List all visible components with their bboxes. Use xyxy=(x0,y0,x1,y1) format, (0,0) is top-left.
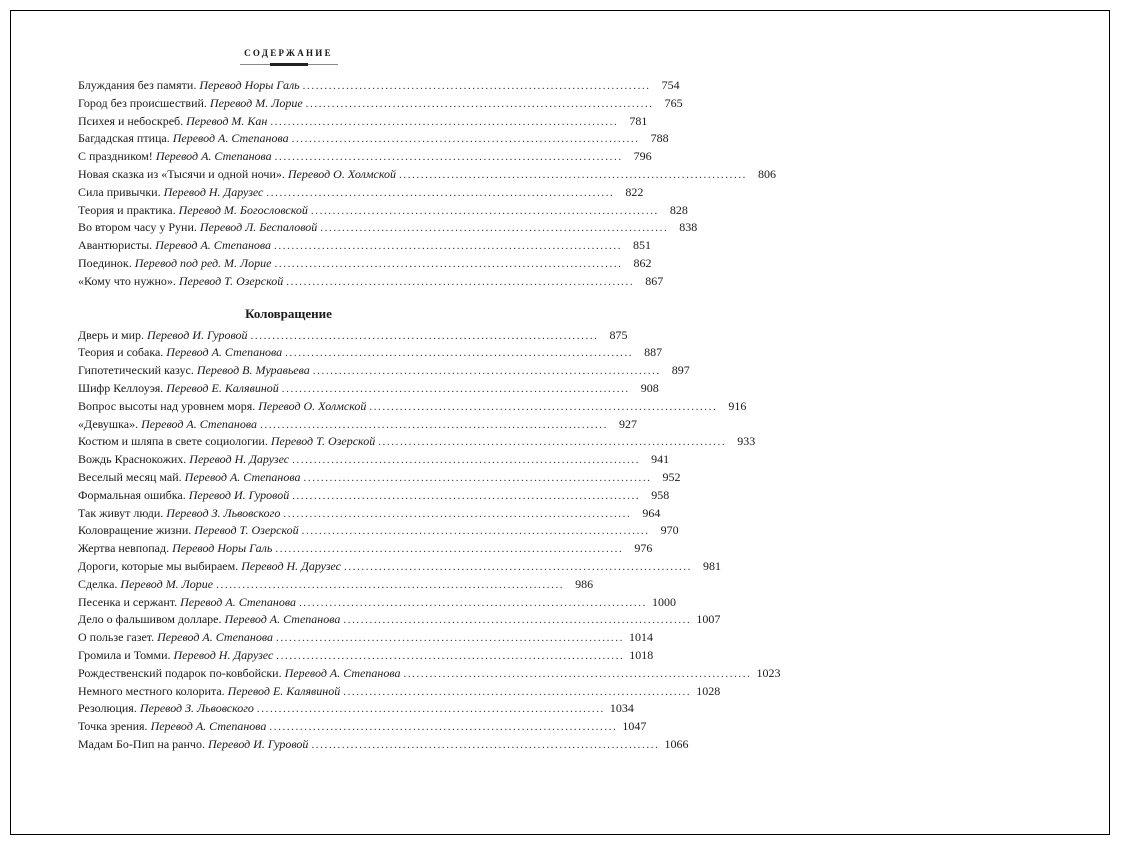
dot-leader: ................................................................................ xyxy=(312,365,661,378)
section-title: Коловращение xyxy=(245,305,332,321)
dot-leader: ................................................................................ xyxy=(260,418,608,431)
entry-translator: Перевод А. Степанова xyxy=(284,665,401,680)
dot-leader: ................................................................................ xyxy=(369,400,718,413)
entry-title: Песенка и сержант. xyxy=(78,594,178,609)
dot-leader: ................................................................................ xyxy=(270,115,619,128)
entry-title: Коловращение жизни. xyxy=(78,523,192,538)
entry-title: Сделка. xyxy=(78,576,118,591)
entry-title: Сила привычки. xyxy=(78,184,161,199)
entry-page-number: 941 xyxy=(651,452,670,467)
toc-entry xyxy=(78,576,594,594)
entry-title: Авантюристы. xyxy=(78,238,153,253)
entry-page-number: 875 xyxy=(609,327,628,342)
toc-entry xyxy=(78,398,747,416)
entry-title: Мадам Бо-Пип на ранчо. xyxy=(78,736,205,751)
toc-entry xyxy=(78,469,681,487)
entry-translator: Перевод М. Богословской xyxy=(178,202,308,217)
dot-leader: ................................................................................ xyxy=(343,614,692,627)
dot-leader: ................................................................................ xyxy=(291,133,640,146)
entry-page-number: 806 xyxy=(758,166,777,181)
toc-entry xyxy=(78,184,644,202)
dot-leader: ................................................................................ xyxy=(403,667,752,680)
dot-leader: ................................................................................ xyxy=(281,382,630,395)
dot-leader: ................................................................................ xyxy=(250,329,599,342)
entry-translator: Перевод Норы Галь xyxy=(199,78,300,92)
entry-translator: Перевод З. Львовского xyxy=(139,701,254,716)
toc-entry xyxy=(78,522,679,540)
page-header: СОДЕРЖАНИЕ xyxy=(244,48,333,58)
entry-title: Немного местного колорита. xyxy=(78,683,225,698)
toc-entry xyxy=(78,237,652,255)
dot-leader: ................................................................................ xyxy=(302,80,651,92)
entry-page-number: 970 xyxy=(660,523,679,538)
entry-translator: Перевод М. Лорие xyxy=(120,576,214,591)
entry-translator: Перевод О. Холмской xyxy=(258,398,367,413)
dot-leader: ................................................................................ xyxy=(266,186,615,199)
entry-translator: Перевод А. Степанова xyxy=(155,149,272,164)
entry-page-number: 1000 xyxy=(651,594,676,609)
entry-page-number: 1018 xyxy=(629,647,654,662)
entry-title: Во втором часу у Руни. xyxy=(78,220,197,235)
entry-translator: Перевод И. Гуровой xyxy=(188,487,290,502)
dot-leader: ................................................................................ xyxy=(283,507,632,520)
entry-translator: Перевод М. Лорие xyxy=(209,95,303,110)
entry-title: Веселый месяц май. xyxy=(78,469,182,484)
dot-leader: ................................................................................ xyxy=(292,454,641,467)
dot-leader: ................................................................................ xyxy=(275,543,624,556)
toc-entry xyxy=(78,647,654,665)
toc-entry xyxy=(78,611,721,629)
entry-page-number: 1066 xyxy=(664,736,689,751)
entry-page-number: 822 xyxy=(625,184,644,199)
toc-entry xyxy=(78,451,670,469)
toc-entry xyxy=(78,736,689,754)
entry-title: Теория и собака. xyxy=(78,345,164,360)
entry-page-number: 1014 xyxy=(628,630,653,645)
toc-entry xyxy=(78,130,669,148)
dot-leader: ................................................................................ xyxy=(310,204,659,217)
entry-page-number: 796 xyxy=(633,149,652,164)
entry-translator: Перевод Н. Дарузес xyxy=(241,558,342,573)
entry-page-number: 1047 xyxy=(622,719,647,734)
entry-title: Дороги, которые мы выбираем. xyxy=(78,558,239,573)
entry-page-number: 933 xyxy=(737,434,756,449)
toc-entry xyxy=(78,255,652,273)
entry-title: Костюм и шляпа в свете социологии. xyxy=(78,434,268,449)
toc-entry xyxy=(78,594,676,612)
toc-entry xyxy=(78,202,688,220)
toc-entry xyxy=(78,362,690,380)
header-ornament xyxy=(240,64,338,65)
dot-leader: ................................................................................ xyxy=(274,240,623,253)
entry-page-number: 952 xyxy=(662,469,681,484)
entry-translator: Перевод И. Гуровой xyxy=(147,327,248,342)
entry-title: О пользе газет. xyxy=(78,630,155,645)
dot-leader: ................................................................................ xyxy=(344,560,693,573)
entry-page-number: 867 xyxy=(645,273,664,288)
entry-translator: Перевод Т. Озерской xyxy=(270,434,376,449)
dot-leader: ................................................................................ xyxy=(292,489,641,502)
dot-leader: ................................................................................ xyxy=(399,168,748,181)
entry-translator: Перевод Т. Озерской xyxy=(178,273,284,288)
entry-title: Поединок. xyxy=(78,255,132,270)
entry-title: Формальная ошибка. xyxy=(78,487,186,502)
entry-page-number: 976 xyxy=(634,541,653,556)
entry-page-number: 788 xyxy=(650,131,669,146)
entry-page-number: 1023 xyxy=(756,665,781,680)
dot-leader: ................................................................................ xyxy=(285,347,634,360)
entry-page-number: 1007 xyxy=(696,612,721,627)
toc-entry xyxy=(78,113,648,131)
document-page xyxy=(10,10,1110,835)
entry-title: Жертва невпопад. xyxy=(78,541,170,556)
entry-title: Резолюция. xyxy=(78,701,137,716)
entry-page-number: 765 xyxy=(664,95,683,110)
entry-page-number: 1034 xyxy=(609,701,634,716)
entry-page-number: 927 xyxy=(619,416,637,431)
entry-translator: Перевод А. Степанова xyxy=(184,469,301,484)
dot-leader: ................................................................................ xyxy=(343,685,692,698)
entry-translator: Перевод А. Степанова xyxy=(155,238,272,253)
toc-entry xyxy=(78,344,663,362)
entry-translator: Перевод О. Холмской xyxy=(287,166,397,181)
toc-entry xyxy=(78,380,659,398)
dot-leader: ................................................................................ xyxy=(301,525,650,538)
toc-list-1 xyxy=(78,77,777,291)
entry-page-number: 851 xyxy=(633,238,652,253)
toc-entry xyxy=(78,327,628,345)
entry-translator: Перевод А. Степанова xyxy=(180,594,296,609)
entry-page-number: 981 xyxy=(703,558,722,573)
toc-entry xyxy=(78,558,722,576)
entry-title: Гипотетический казус. xyxy=(78,363,194,378)
dot-leader: ................................................................................ xyxy=(286,275,635,288)
toc-entry xyxy=(78,629,653,647)
entry-page-number: 862 xyxy=(633,255,652,270)
entry-page-number: 887 xyxy=(644,345,663,360)
toc-entry xyxy=(78,718,647,736)
toc-list-2 xyxy=(78,327,781,754)
entry-page-number: 781 xyxy=(629,113,648,128)
entry-translator: Перевод В. Муравьева xyxy=(196,363,310,378)
entry-translator: Перевод М. Кан xyxy=(186,113,268,128)
entry-title: Блуждания без памяти. xyxy=(78,78,197,92)
entry-page-number: 1028 xyxy=(696,683,721,698)
entry-translator: Перевод Норы Галь xyxy=(172,541,273,556)
toc-entry xyxy=(78,219,698,237)
dot-leader: ................................................................................ xyxy=(320,222,669,235)
entry-title: Так живут люди. xyxy=(78,505,164,520)
entry-page-number: 897 xyxy=(671,363,690,378)
entry-page-number: 964 xyxy=(642,505,661,520)
entry-title: Теория и практика. xyxy=(78,202,176,217)
toc-entry xyxy=(78,416,637,434)
entry-translator: Перевод А. Степанова xyxy=(150,719,267,734)
entry-translator: Перевод Н. Дарузес xyxy=(163,184,264,199)
entry-translator: Перевод И. Гуровой xyxy=(207,736,309,751)
entry-translator: Перевод Л. Беспаловой xyxy=(199,220,318,235)
entry-translator: Перевод Т. Озерской xyxy=(194,523,299,538)
entry-page-number: 908 xyxy=(640,380,659,395)
dot-leader: ................................................................................ xyxy=(216,578,565,591)
entry-title: Точка зрения. xyxy=(78,719,148,734)
entry-page-number: 958 xyxy=(651,487,670,502)
dot-leader: ................................................................................ xyxy=(274,151,623,164)
toc-entry xyxy=(78,665,781,683)
toc-entry xyxy=(78,166,777,184)
dot-leader: ................................................................................ xyxy=(276,649,625,662)
dot-leader: ................................................................................ xyxy=(274,257,623,270)
entry-translator: Перевод А. Степанова xyxy=(157,630,273,645)
entry-title: Дело о фальшивом долларе. xyxy=(78,612,222,627)
toc-entry xyxy=(78,77,680,95)
entry-title: Психея и небоскреб. xyxy=(78,113,184,128)
toc-entry xyxy=(78,700,634,718)
entry-title: «Кому что нужно». xyxy=(78,273,176,288)
entry-page-number: 754 xyxy=(661,78,680,92)
toc-entry xyxy=(78,273,664,291)
entry-translator: Перевод Е. Калявиной xyxy=(166,380,279,395)
entry-title: Багдадская птица. xyxy=(78,131,170,146)
entry-translator: Перевод Н. Дарузес xyxy=(189,452,290,467)
toc-entry xyxy=(78,148,652,166)
entry-title: С праздником! xyxy=(78,149,153,164)
dot-leader: ................................................................................ xyxy=(256,703,605,716)
toc-entry xyxy=(78,540,653,558)
contents-column xyxy=(78,47,781,754)
entry-page-number: 986 xyxy=(575,576,594,591)
toc-entry xyxy=(78,505,661,523)
entry-title: Вождь Краснокожих. xyxy=(78,452,187,467)
entry-page-number: 828 xyxy=(669,202,688,217)
dot-leader: ................................................................................ xyxy=(305,97,654,110)
entry-title: Громила и Томми. xyxy=(78,647,171,662)
entry-title: Новая сказка из «Тысячи и одной ночи». xyxy=(78,166,285,181)
entry-translator: Перевод З. Львовского xyxy=(166,505,281,520)
entry-title: Дверь и мир. xyxy=(78,327,145,342)
entry-page-number: 838 xyxy=(679,220,698,235)
entry-translator: Перевод А. Степанова xyxy=(224,612,341,627)
toc-entry xyxy=(78,95,683,113)
entry-title: Город без происшествий. xyxy=(78,95,207,110)
entry-translator: Перевод А. Степанова xyxy=(166,345,283,360)
toc-entry xyxy=(78,433,756,451)
entry-translator: Перевод А. Степанова xyxy=(141,416,257,431)
dot-leader: ................................................................................ xyxy=(303,471,652,484)
dot-leader: ................................................................................ xyxy=(311,738,660,751)
toc-entry xyxy=(78,683,721,701)
entry-translator: Перевод Н. Дарузес xyxy=(173,647,274,662)
dot-leader: ................................................................................ xyxy=(298,596,647,609)
entry-page-number: 916 xyxy=(728,398,747,413)
entry-title: Вопрос высоты над уровнем моря. xyxy=(78,398,256,413)
entry-translator: Перевод под ред. М. Лорие xyxy=(134,255,272,270)
dot-leader: ................................................................................ xyxy=(378,436,727,449)
toc-entry xyxy=(78,487,670,505)
entry-title: Шифр Келлоуэя. xyxy=(78,380,164,395)
entry-translator: Перевод Е. Калявиной xyxy=(227,683,341,698)
entry-title: «Девушка». xyxy=(78,416,139,431)
dot-leader: ................................................................................ xyxy=(269,721,618,734)
entry-translator: Перевод А. Степанова xyxy=(172,131,289,146)
entry-title: Рождественский подарок по-ковбойски. xyxy=(78,665,282,680)
dot-leader: ................................................................................ xyxy=(275,632,624,645)
